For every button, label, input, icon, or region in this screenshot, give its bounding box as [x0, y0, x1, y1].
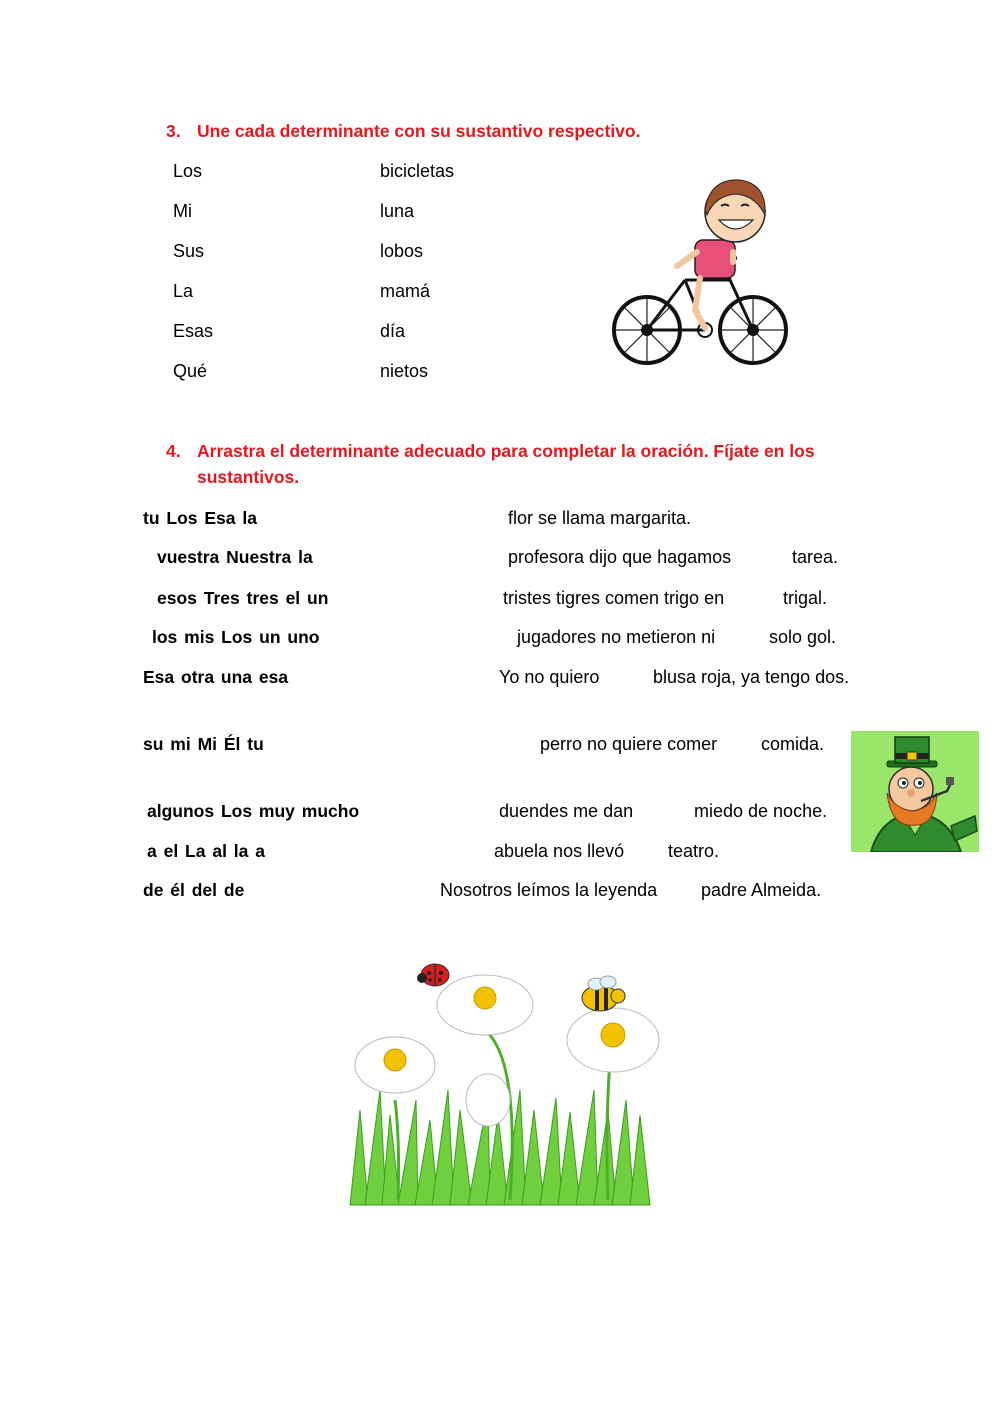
sentence-part: Yo no quiero [499, 667, 600, 687]
determiner-options[interactable]: vuestra Nuestra la [157, 547, 313, 567]
sentence-part: padre Almeida. [701, 880, 822, 900]
sentence-part: tarea. [792, 547, 839, 567]
noun-item[interactable]: luna [380, 201, 415, 221]
sentence-part: miedo de noche. [694, 801, 828, 821]
determiner-options[interactable]: a el La al la a [147, 841, 265, 861]
determiner-options[interactable]: algunos Los muy mucho [147, 801, 360, 821]
noun-item[interactable]: nietos [380, 361, 429, 381]
sentence-part: blusa roja, ya tengo dos. [653, 667, 850, 687]
noun-item[interactable]: bicicletas [380, 161, 455, 181]
sentence-part: profesora dijo que hagamos [508, 547, 732, 567]
exercise-4-number: 4. [166, 441, 181, 461]
sentence-part: comida. [761, 734, 825, 754]
determiner-options[interactable]: Esa otra una esa [143, 667, 289, 687]
exercise-3-instruction: Une cada determinante con su sustantivo respectivo. [197, 121, 641, 141]
flowers-illustration [320, 940, 680, 1230]
noun-item[interactable]: lobos [380, 241, 424, 261]
noun-item[interactable]: día [380, 321, 406, 341]
sentence-part: teatro. [668, 841, 720, 861]
noun-item[interactable]: mamá [380, 281, 431, 301]
sentence-part: abuela nos llevó [494, 841, 625, 861]
determiner-options[interactable]: los mis Los un uno [152, 627, 320, 647]
determiner-options[interactable]: esos Tres tres el un [157, 588, 329, 608]
determiner-item[interactable]: Sus [173, 241, 205, 261]
determiner-options[interactable]: su mi Mi Él tu [143, 734, 264, 754]
exercise-3-number: 3. [166, 121, 181, 141]
sentence-part: duendes me dan [499, 801, 634, 821]
bicycle-illustration [605, 170, 795, 370]
exercise-4-instruction: Arrastra el determinante adecuado para completar la oración. Fíjate en los sustantivos. [197, 441, 815, 487]
determiner-item[interactable]: Mi [173, 201, 192, 221]
sentence-part: Nosotros leímos la leyenda [440, 880, 658, 900]
sentence-part: jugadores no metieron ni [517, 627, 716, 647]
determiner-item[interactable]: Esas [173, 321, 214, 341]
determiner-item[interactable]: La [173, 281, 194, 301]
determiner-options[interactable]: tu Los Esa la [143, 508, 257, 528]
leprechaun-illustration [851, 731, 979, 852]
determiner-options[interactable]: de él del de [143, 880, 245, 900]
sentence-part: perro no quiere comer [540, 734, 718, 754]
determiner-item[interactable]: Los [173, 161, 203, 181]
determiner-item[interactable]: Qué [173, 361, 208, 381]
sentence-part: tristes tigres comen trigo en [503, 588, 725, 608]
sentence-part: trigal. [783, 588, 828, 608]
sentence-part: solo gol. [769, 627, 837, 647]
sentence-part: flor se llama margarita. [508, 508, 692, 528]
